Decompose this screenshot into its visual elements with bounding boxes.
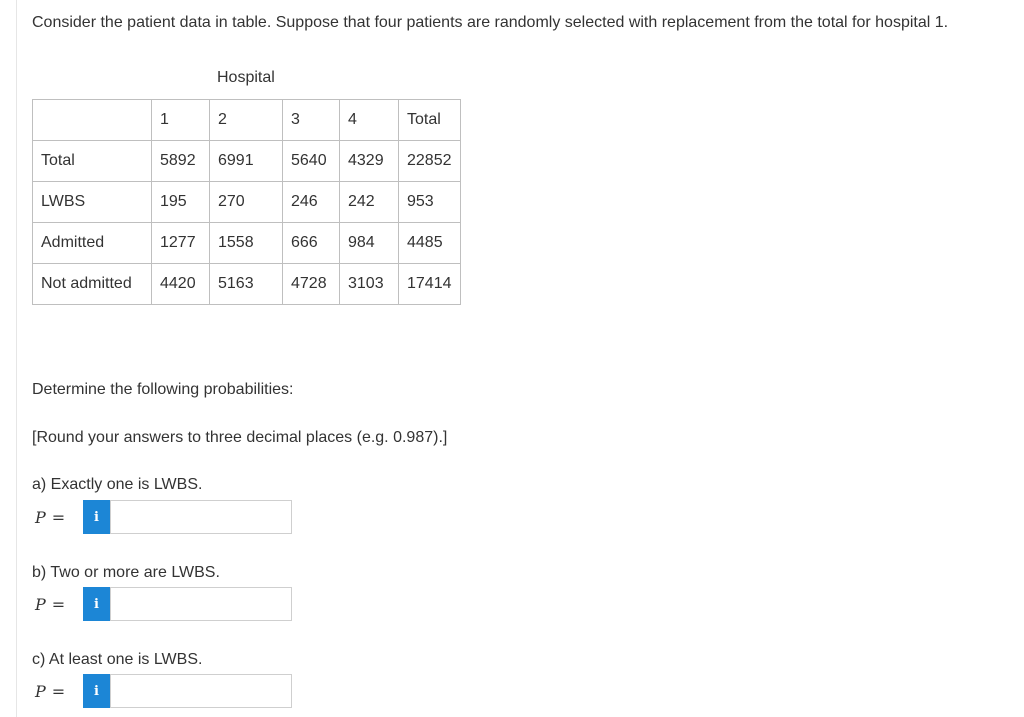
table-cell: 4728 <box>283 264 340 305</box>
part-c-answer-input[interactable] <box>110 674 292 708</box>
table-cell: Admitted <box>33 223 152 264</box>
info-icon[interactable]: i <box>83 500 110 534</box>
question-page <box>16 0 1024 717</box>
table-header-cell: 1 <box>152 100 210 141</box>
table-cell: 246 <box>283 182 340 223</box>
patient-data-table <box>32 99 461 305</box>
equals-sign: = <box>51 595 66 614</box>
table-cell: LWBS <box>33 182 152 223</box>
part-a-label: a) Exactly one is LWBS. <box>32 476 203 493</box>
part-b-label: b) Two or more are LWBS. <box>32 564 220 581</box>
p-symbol: P <box>35 595 46 614</box>
table-cell: 1277 <box>152 223 210 264</box>
table-row <box>33 182 461 223</box>
table-cell: 4420 <box>152 264 210 305</box>
table-cell: 5163 <box>210 264 283 305</box>
table-cell: 1558 <box>210 223 283 264</box>
question-text: Consider the patient data in table. Suppose that four patients are randomly selected with replacement from the total for hospital 1. <box>32 14 949 31</box>
table-cell: 242 <box>340 182 399 223</box>
part-a-answer-input[interactable] <box>110 500 292 534</box>
p-symbol: P <box>35 682 46 701</box>
table-row <box>33 223 461 264</box>
info-icon[interactable]: i <box>83 587 110 621</box>
table-cell: 4485 <box>399 223 461 264</box>
table-header-cell <box>33 100 152 141</box>
part-a-p-label <box>35 508 65 527</box>
part-c-p-label <box>35 682 65 701</box>
table-header-cell: 3 <box>283 100 340 141</box>
instructions-determine: Determine the following probabilities: <box>32 381 294 398</box>
table-cell: 4329 <box>340 141 399 182</box>
table-cell: Total <box>33 141 152 182</box>
table-cell: 5640 <box>283 141 340 182</box>
table-group-header: Hospital <box>217 69 275 86</box>
table-row <box>33 141 461 182</box>
part-c-label: c) At least one is LWBS. <box>32 651 203 668</box>
table-cell: Not admitted <box>33 264 152 305</box>
table-cell: 270 <box>210 182 283 223</box>
table-cell: 666 <box>283 223 340 264</box>
table-cell: 5892 <box>152 141 210 182</box>
equals-sign: = <box>51 682 66 701</box>
table-row <box>33 264 461 305</box>
table-header-row <box>33 100 461 141</box>
table-header-cell: 4 <box>340 100 399 141</box>
table-cell: 3103 <box>340 264 399 305</box>
info-icon[interactable]: i <box>83 674 110 708</box>
part-b-answer-input[interactable] <box>110 587 292 621</box>
table-cell: 17414 <box>399 264 461 305</box>
p-symbol: P <box>35 508 46 527</box>
part-b-p-label <box>35 595 65 614</box>
table-cell: 953 <box>399 182 461 223</box>
table-header-cell: Total <box>399 100 461 141</box>
instructions-round: [Round your answers to three decimal places (e.g. 0.987).] <box>32 429 448 446</box>
table-cell: 22852 <box>399 141 461 182</box>
table-cell: 6991 <box>210 141 283 182</box>
equals-sign: = <box>51 508 66 527</box>
table-cell: 984 <box>340 223 399 264</box>
table-cell: 195 <box>152 182 210 223</box>
table-header-cell: 2 <box>210 100 283 141</box>
